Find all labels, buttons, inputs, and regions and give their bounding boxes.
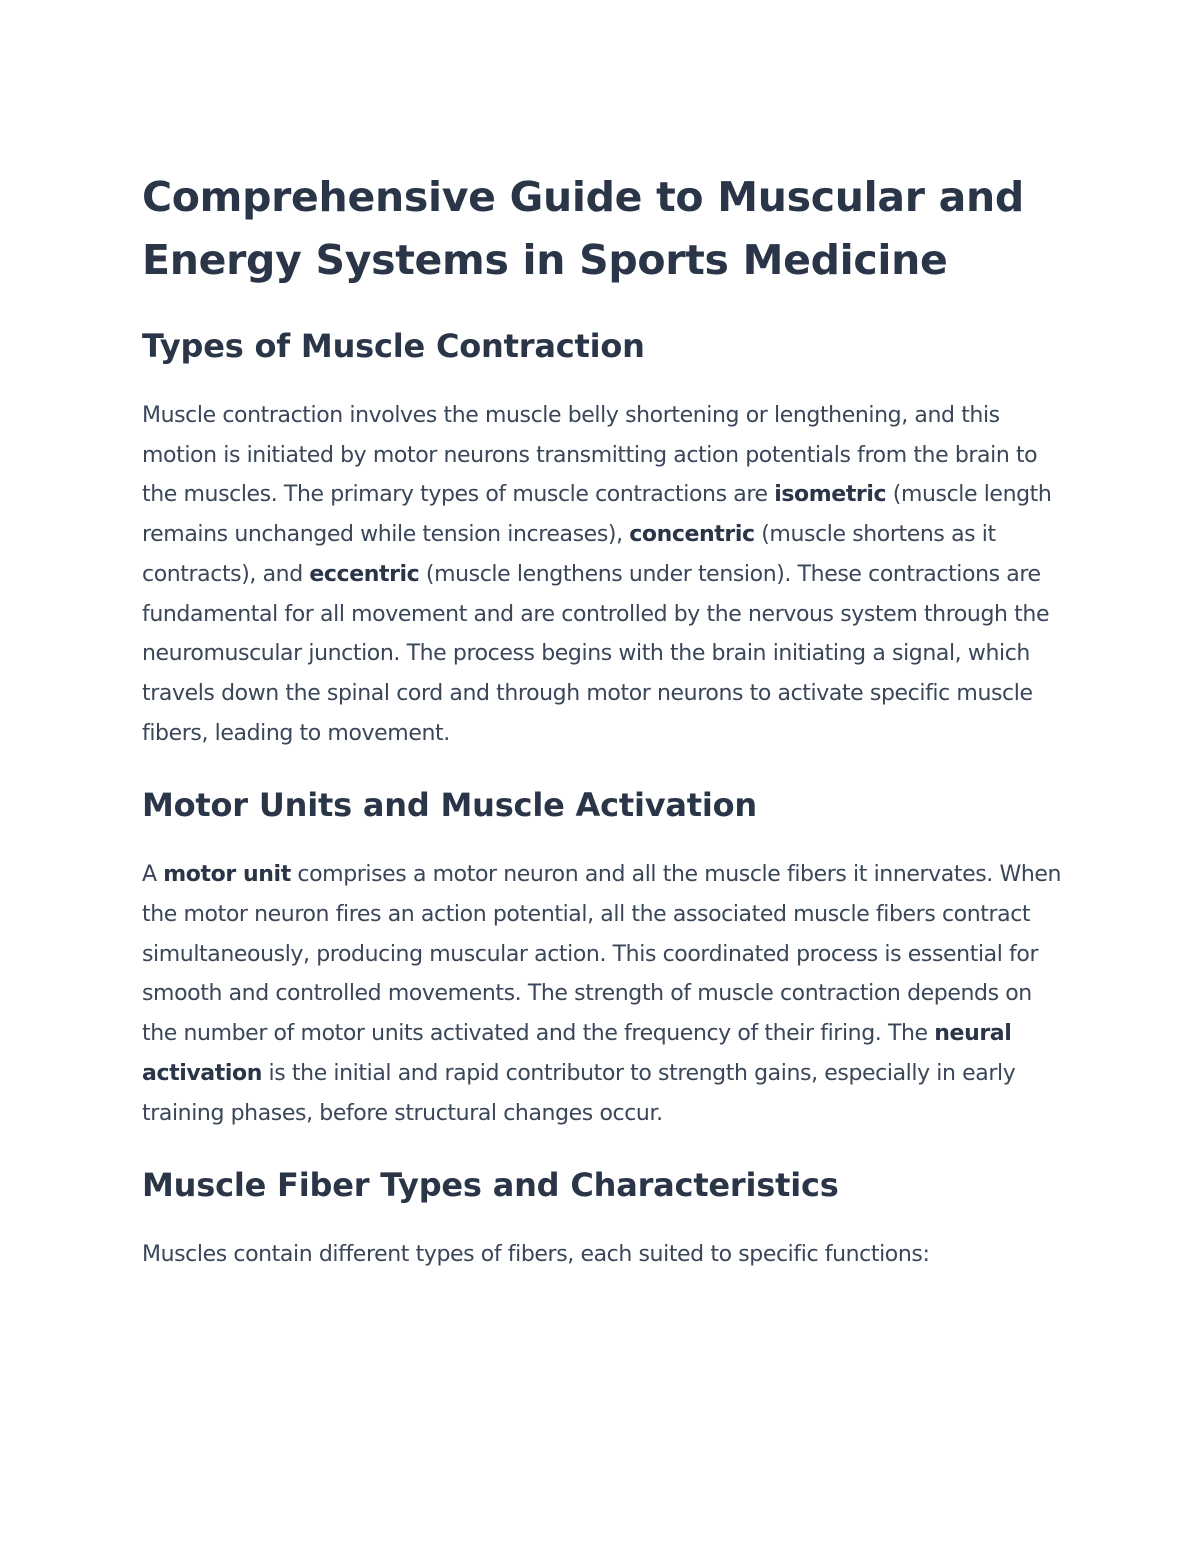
section-heading-motor-units: Motor Units and Muscle Activation [142,786,758,825]
term-eccentric: eccentric [309,561,420,587]
paragraph-text: (muscle shortens as it contracts), and [142,522,996,587]
section-heading-fiber-types: Muscle Fiber Types and Characteristics [142,1166,839,1205]
paragraph-text: Muscles contain different types of fibers, each suited to specific functions: [142,1242,930,1268]
paragraph-text: A [142,862,164,888]
document-title: Comprehensive Guide to Muscular and Energy Systems in Sports Medicine [142,173,1024,284]
section-paragraph-muscle-contraction [142,396,1072,753]
paragraph-text: comprises a motor neuron and all the muscle fibers it innervates. When the motor neuron fires an action potential, all the associated muscle fibers contract simultaneously, producing muscular action. This coordinated process is essential for smooth and controlled movements. The strength of muscle contraction depends on the number of motor units activated and the frequency of their firing. The [142,862,1062,1047]
section-paragraph-motor-units [142,855,1072,1133]
term-neural-activation: neural activation [142,1021,1012,1086]
section-paragraph-fiber-types [142,1235,1072,1275]
section-heading-muscle-contraction: Types of Muscle Contraction [142,327,645,365]
document-page [142,166,1072,1275]
term-isometric: isometric [774,482,887,508]
paragraph-text: Muscle contraction involves the muscle belly shortening or lengthening, and this motion is initiated by motor neurons transmitting action potentials from the brain to the muscles. The primary types of muscle contractions are [142,403,1038,508]
term-motor-unit: motor unit [163,862,291,888]
term-concentric: concentric [629,522,755,548]
paragraph-text: is the initial and rapid contributor to strength gains, especially in early training phases, before structural changes occur. [142,1060,1016,1126]
paragraph-text: (muscle length remains unchanged while tension increases), [142,482,1052,548]
paragraph-text: (muscle lengthens under tension). These contractions are fundamental for all movement and are controlled by the nervous system through the neuromuscular junction. The process begins with the brain initiating a signal, which travels down the spinal cord and through motor neurons to activate specific muscle fibers, leading to movement. [142,561,1050,746]
